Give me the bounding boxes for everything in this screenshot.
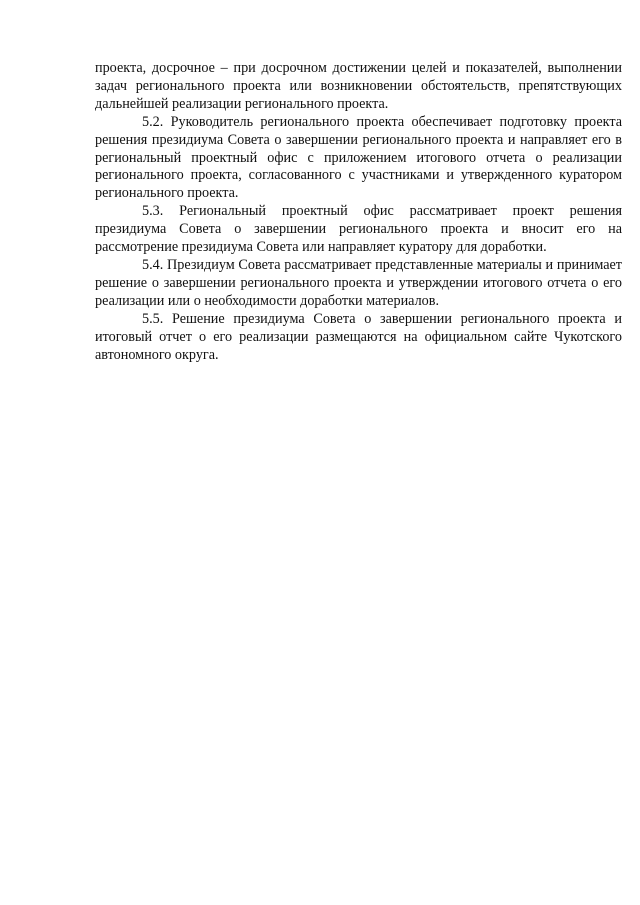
paragraph-5-2: 5.2. Руководитель регионального проекта обеспечивает подготовку проекта решения президиума Совета о завершении регионального проекта и направляет его в региональный проектный офис с приложением итогового отчета о реализации регионального проекта, согласованного с участниками и утвержденного куратором регионального проекта. — [95, 113, 622, 202]
paragraph-continuation: проекта, досрочное – при досрочном достижении целей и показателей, выполнении задач регионального проекта или возникновении обстоятельств, препятствующих дальнейшей реализации регионального проекта. — [95, 60, 622, 112]
paragraph-5-5: 5.5. Решение президиума Совета о завершении регионального проекта и итоговый отчет о его реализации размещаются на официальном сайте Чукотского автономного округа. — [95, 310, 622, 363]
paragraph-5-4: 5.4. Президиум Совета рассматривает представленные материалы и принимает решение о завершении регионального проекта и утверждении итогового отчета о его реализации или о необходимости доработки материалов. — [95, 256, 622, 309]
paragraph-5-3: 5.3. Региональный проектный офис рассматривает проект решения президиума Совета о завершении регионального проекта и вносит его на рассмотрение президиума Совета или направляет куратору для доработки. — [95, 203, 622, 256]
document-body — [95, 60, 622, 364]
